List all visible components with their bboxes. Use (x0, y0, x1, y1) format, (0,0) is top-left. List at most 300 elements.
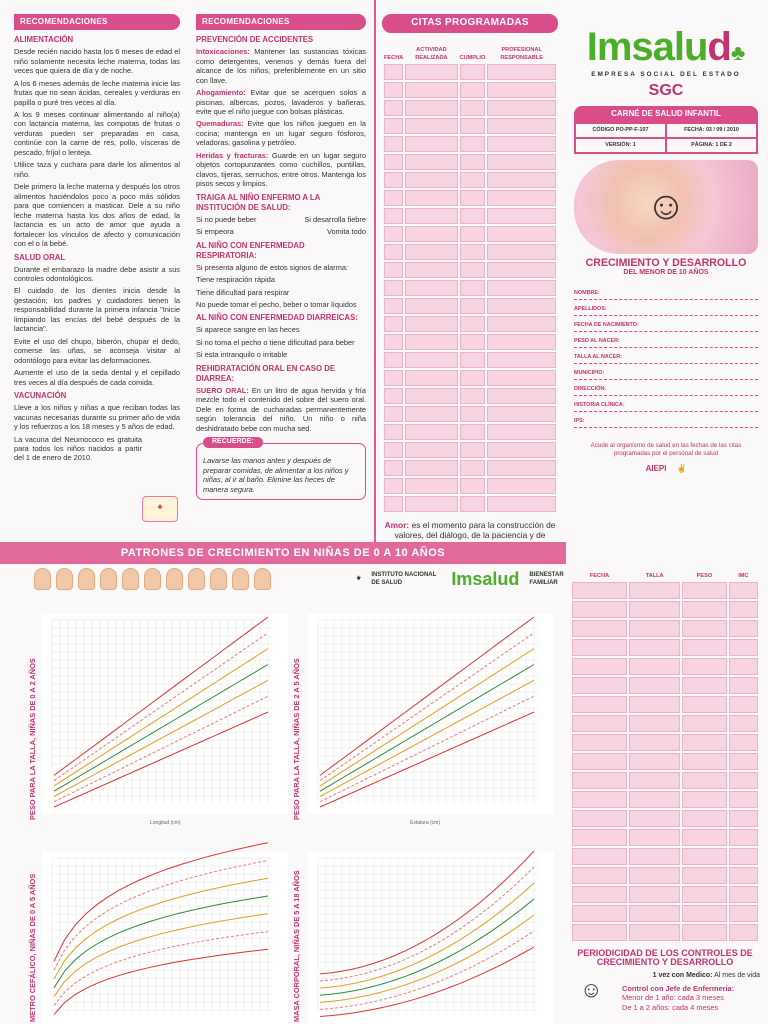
table-cell[interactable] (487, 244, 556, 260)
paragraph: Evite el uso del chupo, biberón, chupar el dedo, comerse las uñas, se aconseja visitar al odontólogo para evitar las deformaciones. (14, 336, 180, 365)
list-item: Si presenta alguno de estos signos de alarma: (196, 262, 349, 272)
table-row (572, 601, 758, 618)
table-row (384, 208, 556, 224)
table-cell[interactable] (405, 352, 457, 368)
table-cell[interactable] (682, 772, 726, 789)
sign-row: Si no puede beber Si desarrolla fiebre (196, 214, 366, 224)
table-row (572, 886, 758, 903)
tree-icon: ♣ (730, 40, 746, 65)
table-cell[interactable] (405, 190, 457, 206)
table-cell[interactable] (460, 262, 486, 278)
table-cell[interactable] (405, 298, 457, 314)
section-title-respiratoria: AL NIÑO CON ENFERMEDAD RESPIRATORIA: (196, 240, 305, 260)
table-row (572, 715, 758, 732)
cover-note: Acude al organismo de salud en las fechas de las citas programadas por el personal de salud (590, 441, 742, 457)
table-cell[interactable] (629, 905, 680, 922)
table-row (384, 136, 556, 152)
table-cell[interactable] (629, 867, 680, 884)
table-cell[interactable] (682, 639, 726, 656)
recuerde-box: RECUERDE: Lavarse las manos antes y después de preparar comidas, de alimentar a los niños y niñas, al ir al baño. Elimine las heces de manera segura. (196, 443, 366, 500)
chart2-x-label: Estatura (cm) (410, 820, 441, 826)
table-cell[interactable] (384, 64, 403, 80)
baby-icon (78, 568, 95, 590)
table-row (572, 791, 758, 808)
table-cell[interactable] (487, 118, 556, 134)
table-cell[interactable] (682, 658, 726, 675)
growth-charts-section (0, 542, 768, 1024)
table-cell[interactable] (487, 100, 556, 116)
paragraph: Aumente el uso de la seda dental y el cepillado tres veces al día después de cada comida. (14, 368, 180, 387)
table-cell[interactable] (682, 810, 726, 827)
table-cell[interactable] (405, 82, 457, 98)
table-cell[interactable] (629, 582, 680, 599)
table-cell[interactable] (384, 370, 403, 386)
control-de1: De 1 a 2 años: cada 4 meses (622, 1002, 719, 1012)
table-cell[interactable] (629, 639, 680, 656)
table-cell[interactable] (384, 154, 403, 170)
panel-cover (564, 0, 768, 542)
col-header: IMC (738, 572, 749, 579)
sgc-label: SGC (648, 82, 684, 100)
table-cell[interactable] (487, 190, 556, 206)
table-cell[interactable] (384, 424, 403, 440)
table-cell[interactable] (682, 582, 726, 599)
table-row (572, 620, 758, 637)
table-row (384, 370, 556, 386)
table-cell[interactable] (384, 388, 403, 404)
table-cell[interactable] (384, 262, 403, 278)
ins-logo: INSTITUTO NACIONAL DE SALUD (371, 571, 437, 586)
table-cell[interactable] (682, 696, 726, 713)
baby-photo (574, 160, 758, 254)
colombia-seal-icon: ⚜ (356, 575, 362, 582)
cover-title: CRECIMIENTO Y DESARROLLO (585, 256, 747, 269)
table-cell[interactable] (384, 460, 403, 476)
table-cell[interactable] (384, 280, 403, 296)
table-row (384, 262, 556, 278)
table-cell[interactable] (729, 772, 758, 789)
control-title: Control con Jefe de Enfermeria: (622, 983, 735, 993)
table-cell[interactable] (487, 64, 556, 80)
table-row (384, 406, 556, 422)
col-header: TALLA (645, 572, 664, 579)
table-cell[interactable] (729, 715, 758, 732)
table-cell[interactable] (629, 886, 680, 903)
imsalud-logo-small: Imsalud (451, 569, 520, 589)
table-row (384, 244, 556, 260)
table-cell[interactable] (629, 715, 680, 732)
table-cell[interactable] (629, 924, 680, 941)
table-cell[interactable] (729, 867, 758, 884)
col-header: PROFESIONAL RESPONSABLE (500, 47, 543, 61)
paragraph: Durante el embarazo la madre debe asistir a sus controles odontológicos. (14, 264, 180, 284)
table-cell[interactable] (460, 136, 486, 152)
table-cell[interactable] (405, 226, 457, 242)
paragraph-heridas: Heridas y fracturas: Guarde en un lugar seguro objetos cortopunzantes como cuchillos, puntillas, clavos, tijeras, serruchos, entre otros. Mantenga los pisos secos y limpios. (196, 150, 366, 189)
list-item: No puede tomar el pecho, beber o tomar líquidos (196, 299, 357, 309)
table-cell[interactable] (460, 460, 486, 476)
table-row (572, 867, 758, 884)
table-cell[interactable] (384, 208, 403, 224)
table-row (572, 639, 758, 656)
table-cell[interactable] (487, 370, 556, 386)
table-cell[interactable] (384, 226, 403, 242)
table-cell[interactable] (729, 734, 758, 751)
table-row (572, 658, 758, 675)
table-cell[interactable] (729, 696, 758, 713)
table-cell[interactable] (629, 677, 680, 694)
field-peso-nacer[interactable]: PESO AL NACER: (574, 332, 758, 348)
table-cell[interactable] (572, 810, 627, 827)
table-cell[interactable] (487, 172, 556, 188)
table-row (384, 154, 556, 170)
table-cell[interactable] (572, 924, 627, 941)
table-cell[interactable] (629, 734, 680, 751)
table-cell[interactable] (405, 496, 457, 512)
vaccine-badge-icon: ✚ (142, 496, 178, 522)
col-header: ACTIVIDAD REALIZADA (415, 47, 448, 61)
list-item: Tiene respiración rápida (196, 275, 276, 285)
table-cell[interactable] (487, 478, 556, 494)
table-cell[interactable] (572, 886, 627, 903)
panel-header: RECOMENDACIONES (14, 14, 180, 30)
document-code-grid: CÓDIGO PO-PP-F-107 FECHA: 03 / 09 / 2010 VERSIÓN: 1 PÁGINA: 1 DE 2 (574, 122, 758, 154)
vez-line: 1 vez con Medico: Al mes de vida (652, 971, 760, 979)
table-cell[interactable] (384, 100, 403, 116)
amor-quote: Amor: es el momento para la construcción de valores, del diálogo, de la paciencia y de (384, 519, 556, 541)
table-cell[interactable] (487, 496, 556, 512)
paragraph: A los 9 meses continuar alimentando al niño(a) con lactancia materna, las compotas de frutas o verduras pueden ser preparadas en casa, continúe con la carne de res, pollo, vísceras de pescado, fríjol o lenteja. (14, 110, 180, 157)
table-cell[interactable] (460, 82, 486, 98)
table-cell[interactable] (405, 118, 457, 134)
field-talla-nacer[interactable]: TALLA AL NACER: (574, 348, 758, 364)
table-cell[interactable] (384, 190, 403, 206)
table-cell[interactable] (460, 406, 486, 422)
table-cell[interactable] (629, 848, 680, 865)
table-cell[interactable] (405, 478, 457, 494)
table-cell[interactable] (629, 696, 680, 713)
table-cell[interactable] (572, 677, 627, 694)
section-title-diarreicas: AL NIÑO CON ENFERMEDAD DIARREICAS: (196, 313, 358, 323)
chart2-label: PESO PARA LA TALLA, NIÑAS DE 2 A 5 AÑOS (292, 658, 301, 820)
table-cell[interactable] (729, 753, 758, 770)
table-cell[interactable] (405, 136, 457, 152)
table-cell[interactable] (487, 388, 556, 404)
table-cell[interactable] (384, 406, 403, 422)
baby-icon (56, 568, 73, 590)
table-cell[interactable] (629, 658, 680, 675)
aiepi-logo: AIEPI ✌ (645, 463, 687, 473)
table-row (572, 677, 758, 694)
table-cell[interactable] (572, 639, 627, 656)
table-cell[interactable] (384, 334, 403, 350)
table-cell[interactable] (572, 696, 627, 713)
table-cell[interactable] (629, 753, 680, 770)
col-header: FECHA (384, 54, 404, 61)
table-cell[interactable] (405, 424, 457, 440)
table-row (572, 848, 758, 865)
table-row (384, 460, 556, 476)
table-cell[interactable] (384, 172, 403, 188)
table-cell[interactable] (729, 601, 758, 618)
panel-header: RECOMENDACIONES (196, 14, 366, 30)
table-cell[interactable] (629, 791, 680, 808)
table-cell[interactable] (572, 734, 627, 751)
table-cell[interactable] (572, 867, 627, 884)
table-cell[interactable] (729, 639, 758, 656)
table-row (384, 478, 556, 494)
table-cell[interactable] (487, 298, 556, 314)
table-cell[interactable] (682, 829, 726, 846)
table-cell[interactable] (629, 772, 680, 789)
table-cell[interactable] (682, 905, 726, 922)
field-municipio[interactable]: MUNICIPIO: (574, 364, 758, 380)
table-cell[interactable] (729, 924, 758, 941)
list-item: Si aparece sangre en las heces (196, 325, 300, 335)
table-cell[interactable] (405, 460, 457, 476)
table-cell[interactable] (729, 620, 758, 637)
field-fecha-nacimiento[interactable]: FECHA DE NACIMIENTO: (574, 316, 758, 332)
imsalud-logo: Imsalud♣ (586, 25, 746, 69)
table-cell[interactable] (384, 298, 403, 314)
patient-fields (574, 284, 758, 428)
table-cell[interactable] (629, 601, 680, 618)
table-cell[interactable] (460, 442, 486, 458)
table-row (384, 442, 556, 458)
table-cell[interactable] (460, 280, 486, 296)
baby-icon (34, 568, 51, 590)
hands-icon: ✌ (676, 463, 687, 473)
list-item: Tiene dificultad para respirar (196, 287, 290, 297)
table-cell[interactable] (405, 100, 457, 116)
table-cell[interactable] (487, 316, 556, 332)
table-row (572, 924, 758, 941)
baby-icon (166, 568, 183, 590)
baby-icon (188, 568, 205, 590)
table-cell[interactable] (405, 334, 457, 350)
table-row (384, 298, 556, 314)
table-cell[interactable] (405, 370, 457, 386)
table-cell[interactable] (405, 262, 457, 278)
table-cell[interactable] (487, 352, 556, 368)
table-cell[interactable] (682, 753, 726, 770)
table-cell[interactable] (460, 370, 486, 386)
table-cell[interactable] (682, 924, 726, 941)
table-cell[interactable] (460, 496, 486, 512)
table-cell[interactable] (572, 715, 627, 732)
table-cell[interactable] (460, 334, 486, 350)
table-cell[interactable] (460, 226, 486, 242)
table-cell[interactable] (572, 753, 627, 770)
table-cell[interactable] (460, 118, 486, 134)
table-cell[interactable] (487, 424, 556, 440)
table-cell[interactable] (682, 791, 726, 808)
table-cell[interactable] (572, 658, 627, 675)
table-cell[interactable] (460, 100, 486, 116)
table-row (572, 829, 758, 846)
section-title-salud-oral: SALUD ORAL (14, 252, 66, 262)
table-cell[interactable] (487, 460, 556, 476)
growth-banner: PATRONES DE CRECIMIENTO EN NIÑAS DE 0 A 10 AÑOS (0, 542, 566, 564)
paragraph-suero: SUERO ORAL: En un litro de agua hervida y fría mezcle todo el contenido del sobre del suero oral. Dele en forma de cucharadas permanentemente según tolerancia del niño. Un niño o niña deshidratado bebe con mucha sed. (196, 385, 366, 433)
table-cell[interactable] (460, 424, 486, 440)
table-row (572, 772, 758, 789)
table-cell[interactable] (487, 262, 556, 278)
paragraph-ahogamiento: Ahogamiento: Evitar que se acerquen solos a piscinas, albercas, pozos, lavaderos y bañeras, evite que el niño juegue con bolsas plásticas. (196, 88, 366, 117)
table-cell[interactable] (460, 190, 486, 206)
section-title-rehidratacion: REHIDRATACIÓN ORAL EN CASO DE DIARREA: (196, 363, 336, 383)
citas-table (382, 38, 558, 514)
table-cell[interactable] (487, 82, 556, 98)
table-cell[interactable] (460, 154, 486, 170)
table-cell[interactable] (405, 172, 457, 188)
table-cell[interactable] (629, 829, 680, 846)
table-cell[interactable] (729, 829, 758, 846)
chart-weight-length-0-2 (42, 614, 288, 814)
table-cell[interactable] (487, 280, 556, 296)
table-cell[interactable] (460, 208, 486, 224)
table-cell[interactable] (572, 582, 627, 599)
table-cell[interactable] (729, 886, 758, 903)
table-cell[interactable] (629, 620, 680, 637)
table-cell[interactable] (487, 334, 556, 350)
table-cell[interactable] (682, 620, 726, 637)
panel-citas (374, 0, 564, 542)
baby-illustrations (34, 568, 271, 590)
table-cell[interactable] (487, 442, 556, 458)
table-cell[interactable] (384, 244, 403, 260)
table-cell[interactable] (460, 478, 486, 494)
table-cell[interactable] (460, 172, 486, 188)
table-cell[interactable] (487, 208, 556, 224)
field-direccion[interactable]: DIRECCIÓN: (574, 380, 758, 396)
table-cell[interactable] (682, 601, 726, 618)
panel-controls (570, 556, 760, 1012)
chart1-label: PESO PARA LA TALLA, NIÑAS DE 0 A 2 AÑOS (28, 658, 37, 820)
table-cell[interactable] (572, 601, 627, 618)
table-cell[interactable] (572, 772, 627, 789)
table-cell[interactable] (682, 715, 726, 732)
periodicidad-title: PERIODICIDAD DE LOS CONTROLES DE CRECIMIENTO Y DESARROLLO (577, 948, 753, 968)
baby-icon: ☺ (645, 184, 687, 229)
table-row (572, 734, 758, 751)
table-cell[interactable] (487, 226, 556, 242)
table-cell[interactable] (629, 810, 680, 827)
table-cell[interactable] (729, 848, 758, 865)
table-cell[interactable] (729, 791, 758, 808)
table-cell[interactable] (384, 478, 403, 494)
list-item: Si esta intranquilo o irritable (196, 350, 288, 360)
table-row (384, 388, 556, 404)
table-row (384, 424, 556, 440)
control-menor: Menor de 1 año: cada 3 meses (622, 993, 724, 1003)
chart-head-circumference (42, 852, 288, 1024)
sign-row: Si empeora Vomita todo (196, 227, 366, 237)
table-cell[interactable] (572, 620, 627, 637)
table-cell[interactable] (384, 316, 403, 332)
table-cell[interactable] (682, 848, 726, 865)
table-cell[interactable] (384, 136, 403, 152)
table-cell[interactable] (405, 316, 457, 332)
table-cell[interactable] (729, 677, 758, 694)
field-ips[interactable]: IPS: (574, 412, 758, 428)
table-row (572, 696, 758, 713)
col-header: CUMPLIO (459, 54, 486, 61)
table-cell[interactable] (405, 244, 457, 260)
table-cell[interactable] (460, 64, 486, 80)
table-cell[interactable] (572, 905, 627, 922)
table-cell[interactable] (729, 658, 758, 675)
section-title-alimentacion: ALIMENTACIÓN (14, 35, 74, 45)
panel-recomendaciones-2 (188, 0, 374, 542)
table-row (384, 496, 556, 512)
table-cell[interactable] (384, 82, 403, 98)
table-cell[interactable] (572, 791, 627, 808)
table-cell[interactable] (487, 136, 556, 152)
table-cell[interactable] (460, 352, 486, 368)
table-cell[interactable] (729, 810, 758, 827)
paragraph: A los 6 meses además de leche materna inicie las frutas que no sean ácidas, cereales y verduras en papilla o puré tres veces al día. (14, 78, 180, 107)
col-header: FECHA (589, 572, 610, 579)
baby-icon (122, 568, 139, 590)
table-cell[interactable] (682, 867, 726, 884)
table-cell[interactable] (682, 677, 726, 694)
table-cell[interactable] (384, 442, 403, 458)
field-historia-clinica[interactable]: HISTORIA CLÍNICA: (574, 396, 758, 412)
paragraph: Utilice taza y cuchara para darle los alimentos al niño. (14, 160, 180, 179)
table-row (384, 190, 556, 206)
table-cell[interactable] (460, 316, 486, 332)
table-cell[interactable] (487, 154, 556, 170)
table-cell[interactable] (682, 734, 726, 751)
table-cell[interactable] (405, 442, 457, 458)
table-cell[interactable] (405, 64, 457, 80)
baby-icon (232, 568, 249, 590)
table-cell[interactable] (460, 388, 486, 404)
carne-title: CARNÉ DE SALUD INFANTIL (574, 106, 758, 122)
paragraph: Lleve a los niños y niñas a que reciban todas las vacunas necesarias durante su primer año de vida y los refuerzos a los 18 meses y 5 años de edad. (14, 403, 180, 432)
field-apellidos[interactable]: APELLIDOS: (574, 300, 758, 316)
table-cell[interactable] (572, 829, 627, 846)
table-row (384, 64, 556, 80)
table-cell[interactable] (487, 406, 556, 422)
chart-body-mass (308, 852, 554, 1024)
table-cell[interactable] (460, 298, 486, 314)
table-cell[interactable] (384, 352, 403, 368)
table-cell[interactable] (682, 886, 726, 903)
table-cell[interactable] (405, 208, 457, 224)
table-row (384, 172, 556, 188)
table-row (384, 226, 556, 242)
table-cell[interactable] (729, 905, 758, 922)
table-cell[interactable] (405, 388, 457, 404)
section-title-prevencion: PREVENCIÓN DE ACCIDENTES (196, 35, 314, 45)
field-nombre[interactable]: NOMBRE: (574, 284, 758, 300)
table-cell[interactable] (460, 244, 486, 260)
table-cell[interactable] (405, 280, 457, 296)
table-cell[interactable] (384, 118, 403, 134)
chart4-label: MASA CORPORAL, NIÑAS DE 5 A 18 AÑOS (292, 870, 301, 1022)
table-cell[interactable] (572, 848, 627, 865)
table-cell[interactable] (384, 496, 403, 512)
table-cell[interactable] (405, 406, 457, 422)
panel-header: CITAS PROGRAMADAS (382, 14, 558, 33)
recuerde-tag: RECUERDE: (203, 437, 263, 448)
table-cell[interactable] (405, 154, 457, 170)
paragraph-quemaduras: Quemaduras: Evite que los niños jueguen en la cocina; mantenga en un lugar seguro fósforos, veladoras, gasolina y petróleo. (196, 119, 366, 148)
table-cell[interactable] (729, 582, 758, 599)
table-row (384, 82, 556, 98)
